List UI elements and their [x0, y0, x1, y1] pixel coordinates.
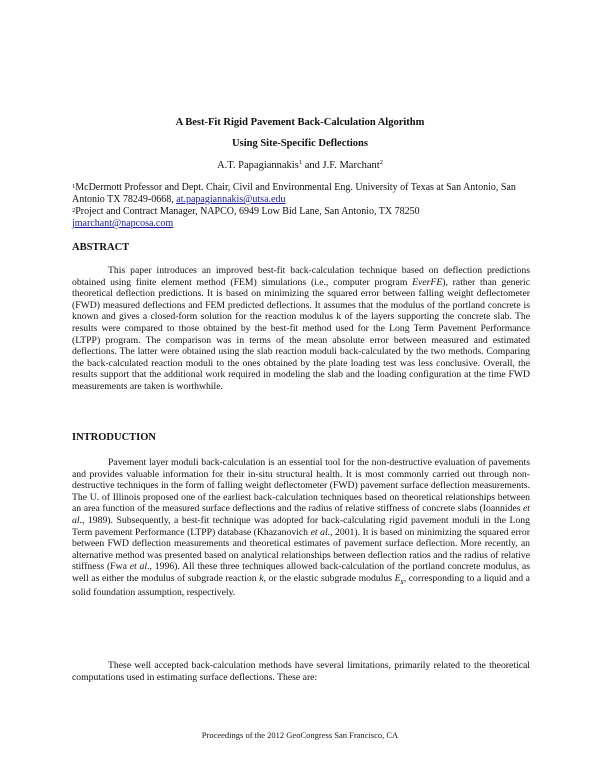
author-2: J.F. Marchant: [322, 160, 380, 171]
intro-k-symbol: k: [259, 572, 264, 584]
author-line: [0, 160, 600, 171]
introduction-paragraph-2: These well accepted back-calculation methods have several limitations, primarily related to the theoretical computations used in estimating surface deflections. These are:: [72, 660, 530, 683]
introduction-paragraph-1: [72, 457, 530, 599]
affil-1-email-link[interactable]: at.papagiannakis@utsa.edu: [176, 194, 286, 205]
page-footer: Proceedings of the 2012 GeoCongress San Francisco, CA: [201, 730, 399, 740]
abstract-paragraph: [72, 265, 530, 393]
intro-es-subscript: s: [400, 576, 404, 586]
intro-text-f: , corresponding to a liquid and a solid foundation assumption, respectively.: [72, 572, 530, 599]
intro-etal-1: et al: [72, 503, 530, 526]
abstract-text-b: ), rather than generic theoretical deflection predictions. It is based on minimizing the squared error between falling weight deflectometer (FWD) measured deflections and FEM predicted deflections. It assumes that the modulus of the portland concrete is known and gives a closed-form solution for the reaction modulus k of the layers supporting the concrete slab. The results were compared to those obtained by the best-fit method used for the Long Term Pavement Performance (LTPP) program. The comparison was in terms of the mean absolute error between measured and estimated deflections. The latter were obtained using the slab reaction moduli back-calculated by the two methods. Comparing the back-calculated reaction moduli to the ones obtained by the plate loading test was less conclusive. Overall, the results support that the additional work required in modeling the slab and the loading configuration at the time FWD measurements are taken is worthwhile.: [72, 276, 530, 392]
intro-text-a: Pavement layer moduli back-calculation is an essential tool for the non-destructive evaluation of pavements and provides valuable information for their in-situ structural health. It is most commonly carried out through non-destructive techniques in the form of falling weight deflectometer (FWD) pavement surface deflection measurements. The U. of Illinois proposed one of the earliest back-calculation techniques based on theoretical relationships between an area function of the measured surface deflections and the radius of relative stiffness of concrete slabs (Ioannides: [72, 457, 530, 515]
intro-text-b: ., 1989). Subsequently, a best-fit technique was adopted for back-calculating rigid pavement moduli in the Long Term pavement Performance (LTPP) database (Khazanovich: [72, 514, 530, 538]
paper-title-line1: A Best-Fit Rigid Pavement Back-Calculation Algorithm: [175, 117, 425, 128]
author-1: A.T. Papagiannakis: [217, 160, 299, 171]
abstract-heading: ABSTRACT: [72, 242, 130, 253]
affiliation-1: [72, 182, 532, 206]
author-1-sup: 1: [298, 159, 303, 166]
introduction-heading: INTRODUCTION: [72, 432, 157, 443]
affil-2-email-link[interactable]: jmarchant@napcosa.com: [72, 218, 174, 229]
intro-text-d: ., 1996). All these three techniques allowed back-calculation of the portland concrete modulus, as well as either the modulus of subgrade reaction: [72, 561, 530, 584]
affil-2-sup: 2: [72, 207, 76, 214]
affiliation-2: [72, 206, 532, 230]
abstract-text-a: This paper introduces an improved best-fit back-calculation technique based on deflection predictions obtained using finite element method (FEM) simulations (i.e., computer program: [72, 265, 530, 288]
intro-text-e: , or the elastic subgrade modulus: [263, 572, 395, 584]
paper-title-line2: Using Site-Specific Deflections: [232, 138, 368, 149]
affil-2-text: Project and Contract Manager, NAPCO, 6949 Low Bid Lane, San Antonio, TX 78250: [75, 206, 420, 217]
intro-etal-3: et al: [129, 561, 148, 573]
affil-1-sup: 1: [72, 183, 76, 190]
affil-1-text: McDermott Professor and Dept. Chair, Civil and Environmental Eng. University of Texas at San Antonio, San Antonio TX 78249-0668,: [72, 182, 516, 205]
intro-etal-2: et al: [310, 526, 328, 538]
abstract-program-name: EverFE: [412, 276, 443, 288]
intro-es-symbol: E: [394, 572, 401, 584]
author-2-sup: 2: [379, 159, 383, 166]
intro-text-c: ., 2001). It is based on minimizing the squared error between FWD deflection measurements and theoretical estimates of pavement surface deflection. More recently, an alternative method was presented based on analytical relationships between deflection ratios and the radius of relative stiffness (Fwa: [72, 526, 530, 573]
author-and: and: [302, 160, 323, 171]
